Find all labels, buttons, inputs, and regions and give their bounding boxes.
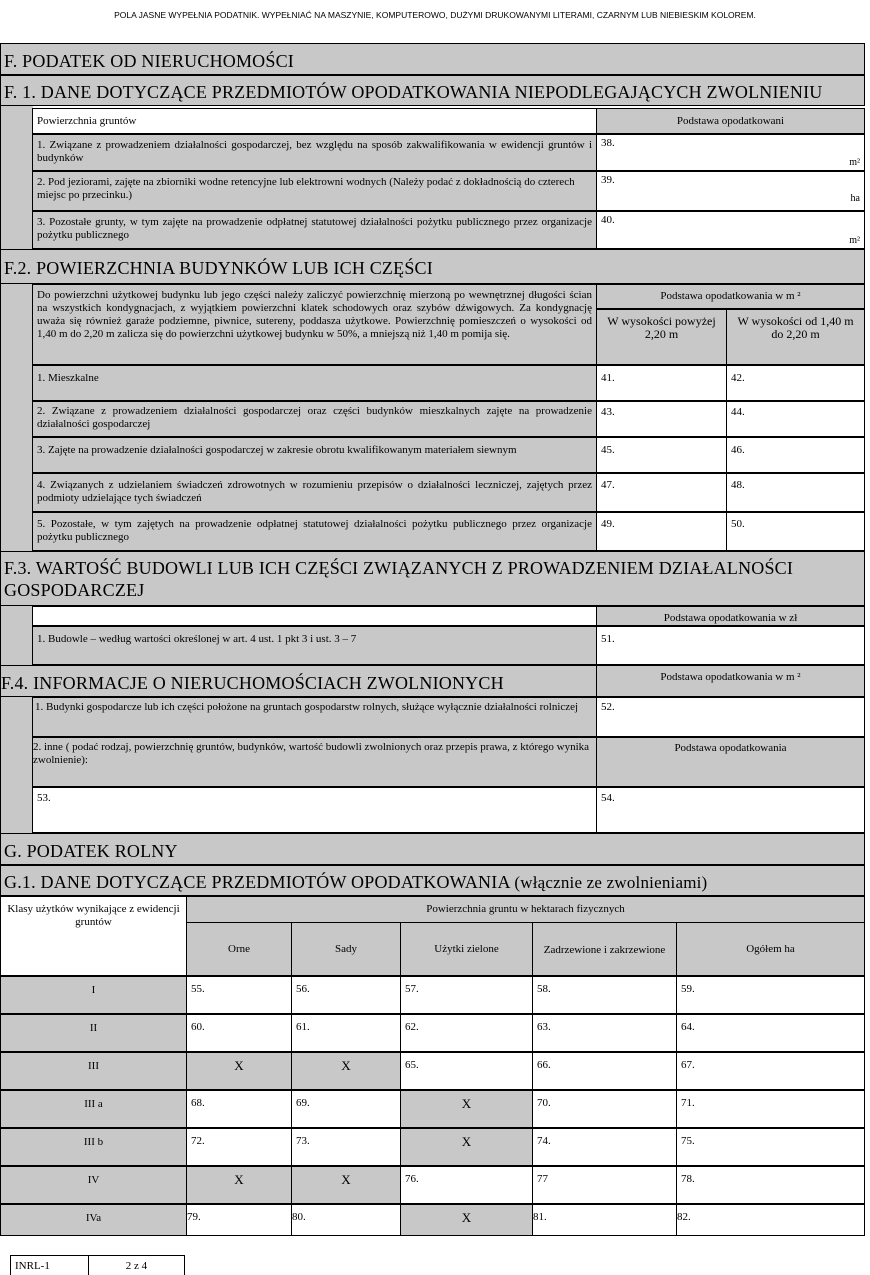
g1-field-cell[interactable]: 72. xyxy=(186,1128,292,1166)
g1-class-label: IVa xyxy=(0,1204,187,1236)
g1-field-cell[interactable]: 76. xyxy=(400,1166,533,1204)
field-48[interactable]: 48. xyxy=(726,473,865,512)
g1-field-cell[interactable]: 61. xyxy=(291,1014,401,1052)
g1-field-cell[interactable]: 58. xyxy=(532,976,677,1014)
section-f-title: F. PODATEK OD NIERUCHOMOŚCI xyxy=(0,43,865,75)
f2-row-2-label: 2. Związane z prowadzeniem działalności gospodarczej oraz części budynków mieszkalnych zajęte na prowadzenie działalności gospodarczej xyxy=(32,401,597,437)
g1-field-cell[interactable]: 65. xyxy=(400,1052,533,1090)
g1-field-cell[interactable]: 63. xyxy=(532,1014,677,1052)
g1-class-label: IV xyxy=(0,1166,187,1204)
g1-title-note: (włącznie ze zwolnieniami) xyxy=(514,873,708,892)
field-53[interactable]: 53. xyxy=(32,787,597,833)
f4-row-1-label: 1. Budynki gospodarcze lub ich części położone na gruntach gospodarstw rolnych, służące wyłącznie działalności rolniczej xyxy=(32,697,597,737)
g1-col-ogolem: Ogółem ha xyxy=(676,922,865,976)
g1-cell-excluded: X xyxy=(291,1166,401,1204)
f1-row-3-label: 3. Pozostałe grunty, w tym zajęte na prowadzenie odpłatnej statutowej działalności pożytku publicznego przez organizacje pożytku publicznego xyxy=(32,211,597,249)
f1-indent xyxy=(0,106,33,250)
field-44[interactable]: 44. xyxy=(726,401,865,437)
f3-head: Podstawa opodatkowania w zł xyxy=(596,606,865,626)
section-g1-title xyxy=(0,865,865,896)
g1-field-cell[interactable]: 69. xyxy=(291,1090,401,1128)
g1-field-cell[interactable]: 74. xyxy=(532,1128,677,1166)
g1-field-cell[interactable]: 80. xyxy=(291,1204,401,1236)
field-42[interactable]: 42. xyxy=(726,365,865,401)
g1-field-cell[interactable]: 66. xyxy=(532,1052,677,1090)
g1-col-orne: Orne xyxy=(186,922,292,976)
g1-field-cell[interactable]: 70. xyxy=(532,1090,677,1128)
g1-col-sady: Sady xyxy=(291,922,401,976)
g1-field-cell[interactable]: 73. xyxy=(291,1128,401,1166)
f4-head: Podstawa opodatkowania w m ² xyxy=(596,665,865,697)
g1-field-cell[interactable]: 71. xyxy=(676,1090,865,1128)
f2-row-5-label: 5. Pozostałe, w tym zajętych na prowadzenie odpłatnej statutowej działalności pożytku publicznego przez organizacje pożytku publicznego xyxy=(32,512,597,551)
f4-indent xyxy=(0,697,33,833)
field-46[interactable]: 46. xyxy=(726,437,865,473)
g1-cell-excluded: X xyxy=(291,1052,401,1090)
f2-row-3-label: 3. Zajęte na prowadzenie działalności gospodarczej w zakresie obrotu kwalifikowanym materiałem siewnym xyxy=(32,437,597,473)
g1-col-zadrzewione: Zadrzewione i zakrzewione xyxy=(532,922,677,976)
g1-cell-excluded: X xyxy=(400,1128,533,1166)
g1-col-uzytki: Użytki zielone xyxy=(400,922,533,976)
g1-field-cell[interactable]: 64. xyxy=(676,1014,865,1052)
g1-field-cell[interactable]: 56. xyxy=(291,976,401,1014)
g1-field-cell[interactable]: 75. xyxy=(676,1128,865,1166)
f2-head: Podstawa opodatkowania w m ² xyxy=(596,284,865,309)
g1-field-cell[interactable]: 59. xyxy=(676,976,865,1014)
g1-field-cell[interactable]: 81. xyxy=(532,1204,677,1236)
section-f4-title: F.4. INFORMACJE O NIERUCHOMOŚCIACH ZWOLNIONYCH xyxy=(0,665,597,697)
section-f1-title: F. 1. DANE DOTYCZĄCE PRZEDMIOTÓW OPODATKOWANIA NIEPODLEGAJĄCYCH ZWOLNIENIU xyxy=(0,75,865,106)
field-50[interactable]: 50. xyxy=(726,512,865,551)
f3-blank-head xyxy=(32,606,597,626)
g1-field-cell[interactable]: 55. xyxy=(186,976,292,1014)
f2-row-4-label: 4. Związanych z udzielaniem świadczeń zdrowotnych w rozumieniu przepisów o działalności leczniczej, zajętych przez podmioty udzielające tych świadczeń xyxy=(32,473,597,512)
g1-cell-excluded: X xyxy=(186,1166,292,1204)
g1-field-cell[interactable]: 57. xyxy=(400,976,533,1014)
g1-field-cell[interactable]: 68. xyxy=(186,1090,292,1128)
field-43[interactable]: 43. xyxy=(596,401,727,437)
f1-col-label: Powierzchnia gruntów xyxy=(32,108,597,134)
g1-field-cell[interactable]: 79. xyxy=(186,1204,292,1236)
footer-form-id: INRL-1 xyxy=(10,1255,89,1275)
section-g-title: G. PODATEK ROLNY xyxy=(0,833,865,865)
f2-col-b: W wysokości od 1,40 m do 2,20 m xyxy=(726,309,865,365)
g1-field-cell[interactable]: 62. xyxy=(400,1014,533,1052)
field-49[interactable]: 49. xyxy=(596,512,727,551)
field-39[interactable]: 39. ha xyxy=(596,171,865,211)
f4-head-2: Podstawa opodatkowania xyxy=(596,737,865,787)
g1-class-label: I xyxy=(0,976,187,1014)
g1-cell-excluded: X xyxy=(400,1204,533,1236)
g1-cell-excluded: X xyxy=(400,1090,533,1128)
g1-field-cell[interactable]: 67. xyxy=(676,1052,865,1090)
g1-class-label: III xyxy=(0,1052,187,1090)
field-51[interactable]: 51. xyxy=(596,626,865,665)
f1-row-1-label: 1. Związane z prowadzeniem działalności gospodarczej, bez względu na sposób zakwalifikowania w ewidencji gruntów i budynków xyxy=(32,134,597,171)
f4-row-2-label: 2. inne ( podać rodzaj, powierzchnię gruntów, budynków, wartość budowli zwolnionych oraz przepis prawa, z którego wynika zwolnienie): xyxy=(32,737,597,787)
f1-col-head: Podstawa opodatkowani xyxy=(596,108,865,134)
field-38[interactable]: 38. m² xyxy=(596,134,865,171)
g1-title-main: G.1. DANE DOTYCZĄCE PRZEDMIOTÓW OPODATKOWANIA xyxy=(4,872,510,892)
g1-class-label: III b xyxy=(0,1128,187,1166)
field-54[interactable]: 54. xyxy=(596,787,865,833)
g1-field-cell[interactable]: 77 xyxy=(532,1166,677,1204)
g1-field-cell[interactable]: 82. xyxy=(676,1204,865,1236)
g1-field-cell[interactable]: 60. xyxy=(186,1014,292,1052)
f3-indent xyxy=(0,606,33,665)
field-41[interactable]: 41. xyxy=(596,365,727,401)
field-40[interactable]: 40. m² xyxy=(596,211,865,249)
g1-class-label: II xyxy=(0,1014,187,1052)
f2-intro: Do powierzchni użytkowej budynku lub jego części należy zaliczyć powierzchnię mierzoną po wewnętrznej długości ścian na wszystkich kondygnacjach, z wyjątkiem powierzchni klatek schodowych oraz szybów dźwigowych. Za kondygnację uważa się również garaże podziemne, piwnice, sutereny, poddasza użytkowe. Powierzchnię pomieszczeń o wysokości od 1,40 m do 2,20 m zalicza się do powierzchni użytkowej budynku w 50%, a mniejszą niż 1,40 m pomija się. xyxy=(32,284,597,365)
top-note: POLA JASNE WYPEŁNIA PODATNIK. WYPEŁNIAĆ NA MASZYNIE, KOMPUTEROWO, DUŻYMI DRUKOWANYMI LITERAMI, CZARNYM LUB NIEBIESKIM KOLOREM. xyxy=(114,10,756,20)
section-f3-title: F.3. WARTOŚĆ BUDOWLI LUB ICH CZĘŚCI ZWIĄZANYCH Z PROWADZENIEM DZIAŁALNOŚCI GOSPODARCZEJ xyxy=(0,551,865,606)
g1-field-cell[interactable]: 78. xyxy=(676,1166,865,1204)
g1-col-class: Klasy użytków wynikające z ewidencji gruntów xyxy=(0,896,187,976)
section-f2-title: F.2. POWIERZCHNIA BUDYNKÓW LUB ICH CZĘŚCI xyxy=(0,249,865,284)
g1-class-label: III a xyxy=(0,1090,187,1128)
f2-indent xyxy=(0,284,33,551)
field-47[interactable]: 47. xyxy=(596,473,727,512)
g1-cell-excluded: X xyxy=(186,1052,292,1090)
field-45[interactable]: 45. xyxy=(596,437,727,473)
f1-row-2-label: 2. Pod jeziorami, zajęte na zbiorniki wodne retencyjne lub elektrowni wodnych (Należy podać z dokładnością do czterech miejsc po przecinku.) xyxy=(32,171,597,211)
f2-col-a: W wysokości powyżej 2,20 m xyxy=(596,309,727,365)
footer-page: 2 z 4 xyxy=(88,1255,185,1275)
f3-row-label: 1. Budowle – według wartości określonej w art. 4 ust. 1 pkt 3 i ust. 3 – 7 xyxy=(32,626,597,665)
g1-head: Powierzchnia gruntu w hektarach fizycznych xyxy=(186,896,865,923)
f2-row-1-label: 1. Mieszkalne xyxy=(32,365,597,401)
field-52[interactable]: 52. xyxy=(596,697,865,737)
